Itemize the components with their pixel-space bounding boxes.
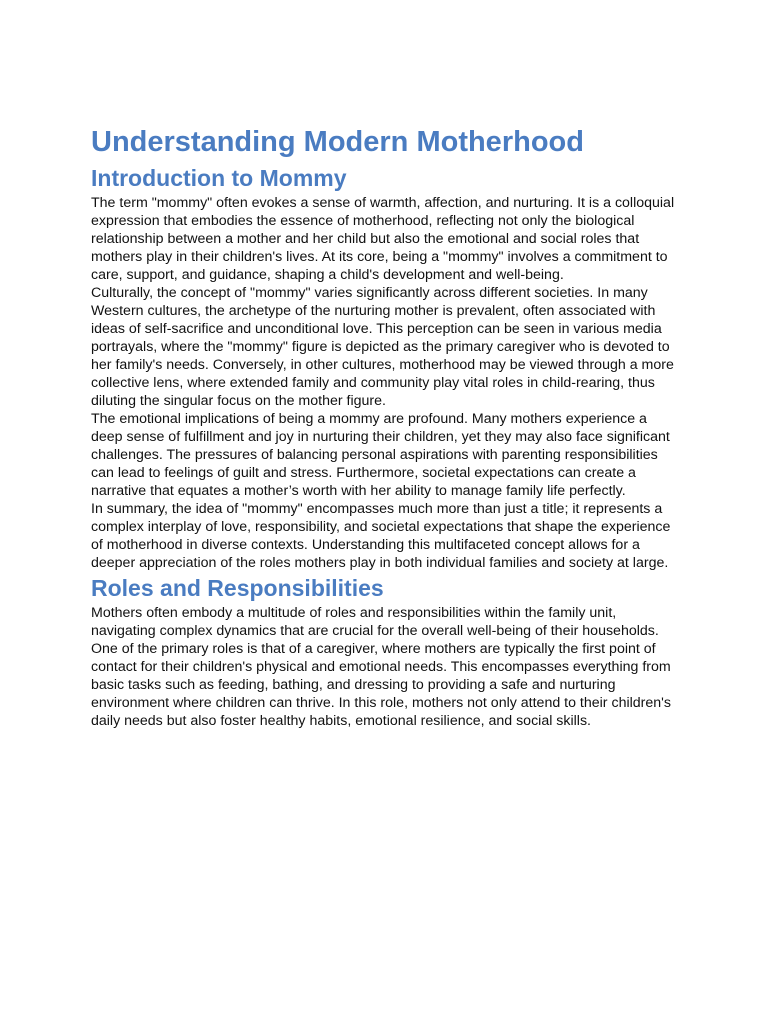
document-title: Understanding Modern Motherhood <box>91 126 584 158</box>
paragraph-intro-3: The emotional implications of being a mommy are profound. Many mothers experience a deep sense of fulfillment and joy in nurturing their children, yet they may also face significant challenges. The pressures of balancing personal aspirations with parenting responsibilities can lead to feelings of guilt and stress. Furthermore, societal expectations can create a narrative that equates a mother’s worth with her ability to manage family life perfectly. <box>91 411 670 499</box>
section-heading-roles: Roles and Responsibilities <box>91 575 384 601</box>
paragraph-intro-1: The term "mommy" often evokes a sense of warmth, affection, and nurturing. It is a colloquial expression that embodies the essence of motherhood, reflecting not only the biological relationship between a mother and her child but also the emotional and social roles that mothers play in their children's lives. At its core, being a "mommy" involves a commitment to care, support, and guidance, shaping a child's development and well-being. <box>91 195 675 283</box>
paragraph-intro-4: In summary, the idea of "mommy" encompasses much more than just a title; it represents a complex interplay of love, responsibility, and societal expectations that shape the experience of motherhood in diverse contexts. Understanding this multifaceted concept allows for a deeper appreciation of the roles mothers play in both individual families and society at large. <box>91 501 671 571</box>
paragraph-intro-2: Culturally, the concept of "mommy" varies significantly across different societies. In many Western cultures, the archetype of the nurturing mother is prevalent, often associated with ideas of self-sacrifice and unconditional love. This perception can be seen in various media portrayals, where the "mommy" figure is depicted as the primary caregiver who is devoted to her family's needs. Conversely, in other cultures, motherhood may be viewed through a more collective lens, where extended family and community play vital roles in child-rearing, thus diluting the singular focus on the mother figure. <box>91 285 674 409</box>
paragraph-roles-1: Mothers often embody a multitude of roles and responsibilities within the family unit, navigating complex dynamics that are crucial for the overall well-being of their households. One of the primary roles is that of a caregiver, where mothers are typically the first point of contact for their children's physical and emotional needs. This encompasses everything from basic tasks such as feeding, bathing, and dressing to providing a safe and nurturing environment where children can thrive. In this role, mothers not only attend to their children's daily needs but also foster healthy habits, emotional resilience, and social skills. <box>91 605 671 729</box>
document-page <box>91 122 681 730</box>
section-heading-introduction: Introduction to Mommy <box>91 165 347 191</box>
